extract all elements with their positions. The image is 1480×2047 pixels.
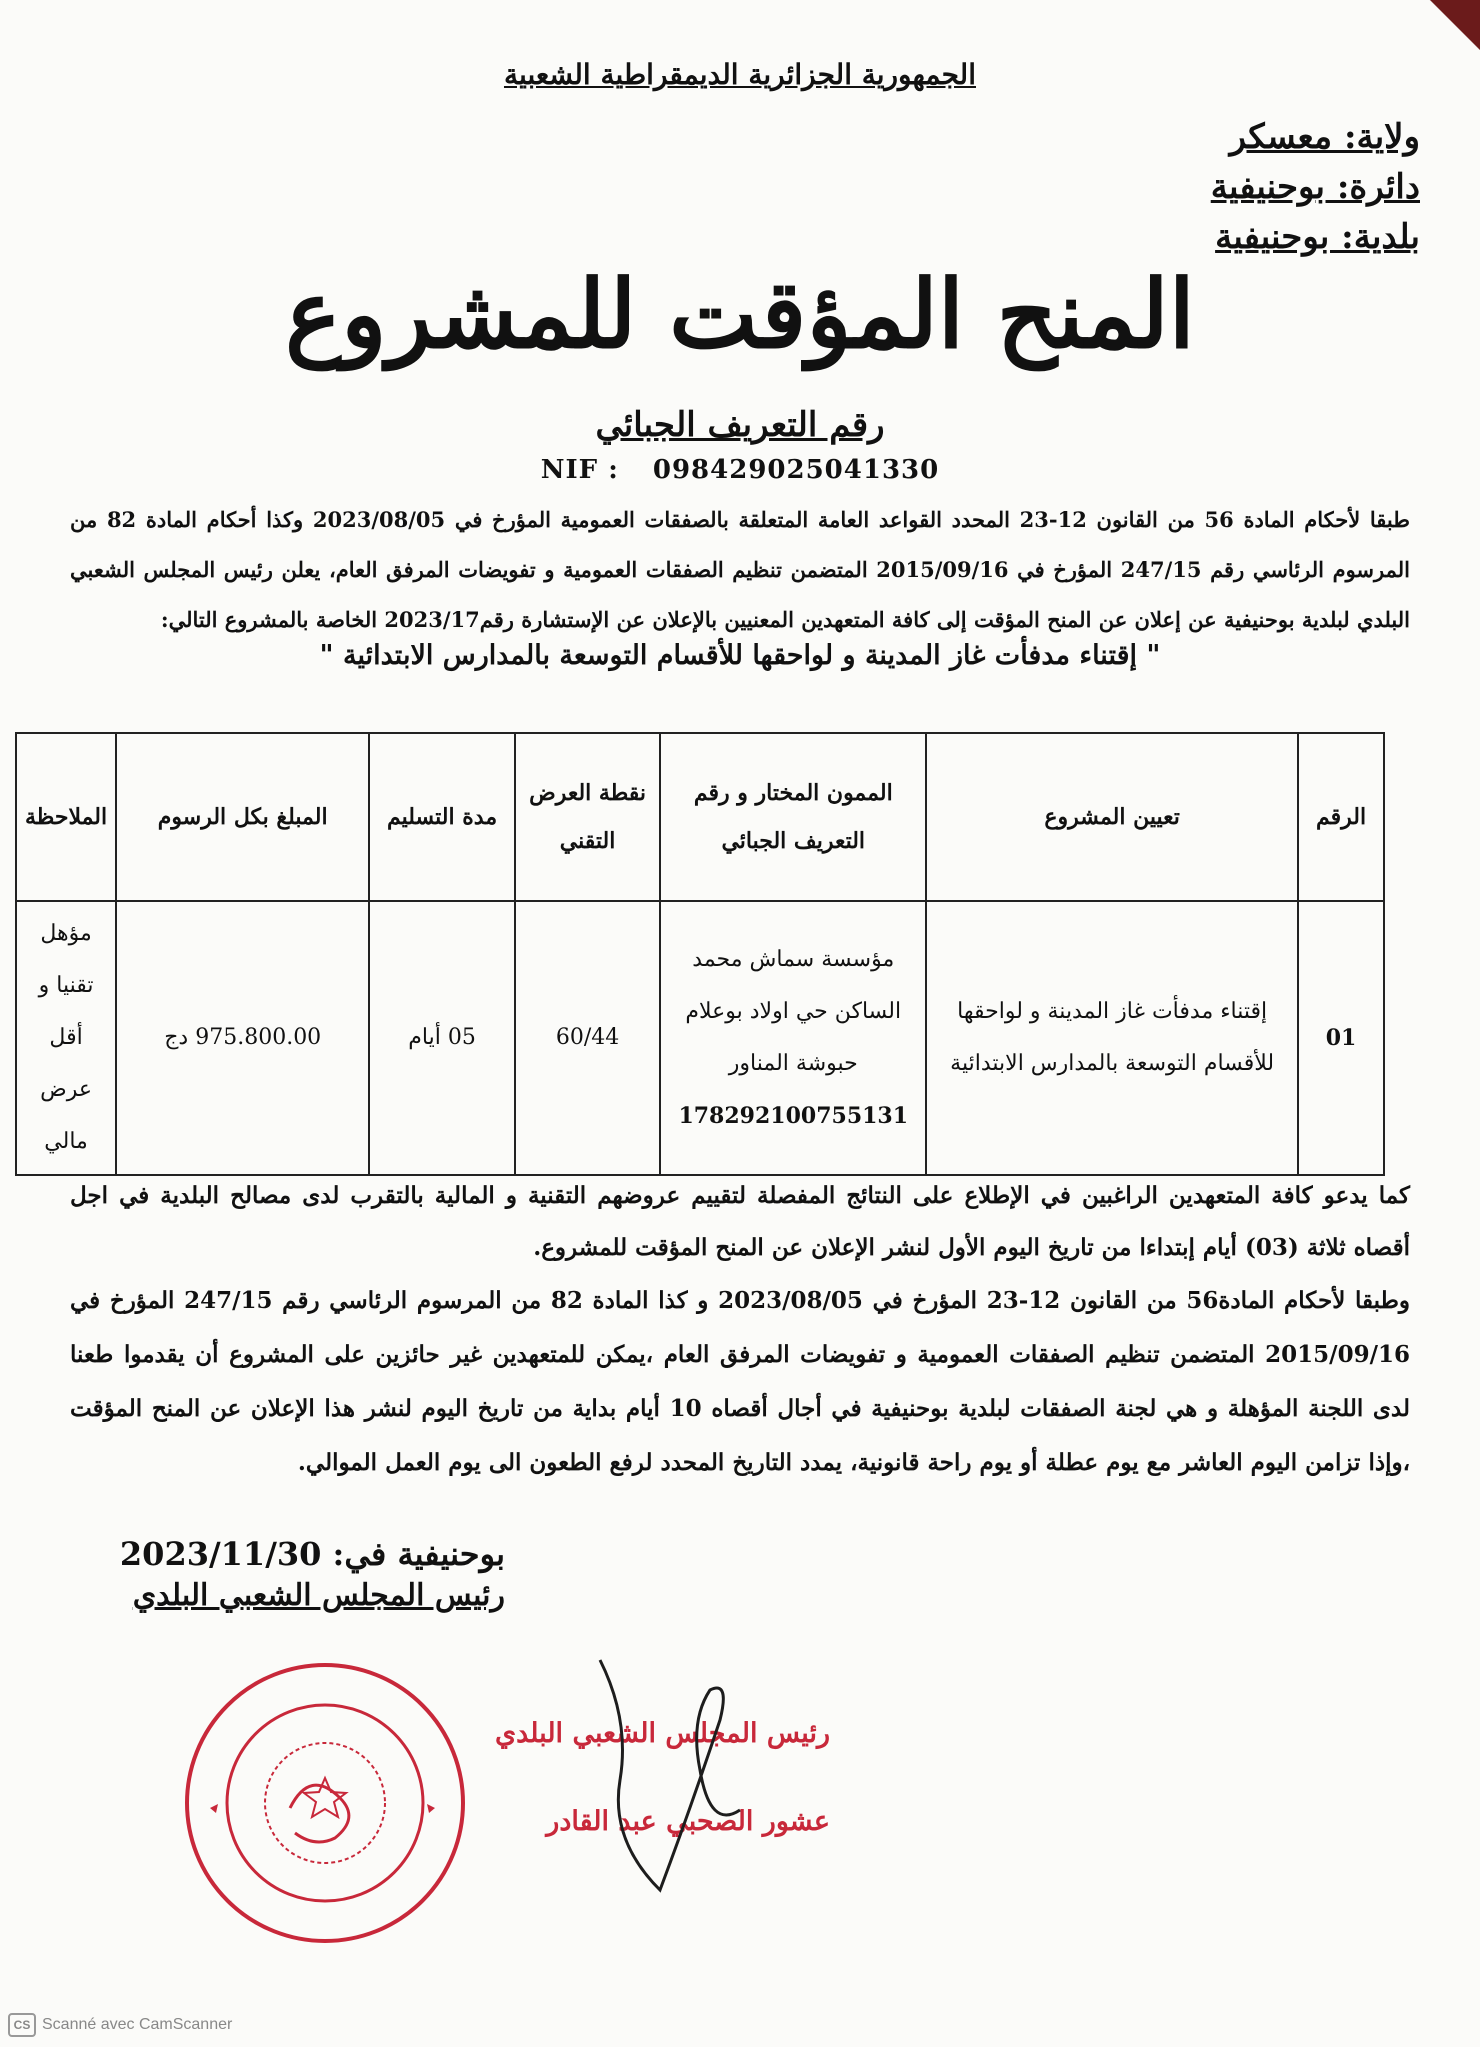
award-table	[15, 732, 1385, 1176]
nif-value: 098429025041330	[652, 455, 940, 485]
appeal-paragraph: وطبقا لأحكام المادة56 من القانون 12-23 المؤرخ في 2023/08/05 و كذا المادة 82 من المرسوم الرئاسي رقم 247/15 المؤرخ في 2015/09/16 المتضمن تنظيم الصفقات العمومية و تفويضات المرفق العام ،يمكن للمتعهدين غير حائزين على المشروع أن يقدموا طعنا لدى اللجنة المؤهلة و هي لجنة الصفقات لبلدية بوحنيفية في أجال أقصاه 10 أيام بداية من تاريخ اليوم لنشر هذا الإعلان عن المنح المؤقت ،وإذا تزامن اليوم العاشر مع يوم عطلة أو يوم راحة قانونية، يمدد التاريخ المحدد لرفع الطعون الى يوم العمل الموالي.	[70, 1287, 1411, 1476]
consultation-paragraph: كما يدعو كافة المتعهدين الراغبين في الإطلاع على النتائج المفصلة لتقييم عروضهم التقنية و المالية بالتقرب لدى مصالح البلدية في اجل أقصاه ثلاثة (03) أيام إبتداءا من تاريخ اليوم الأول لنشر الإعلان عن المنح المؤقت للمشروع.	[70, 1182, 1410, 1261]
project-title: " إقتناء مدفأت غاز المدينة و لواحقها للأقسام التوسعة بالمدارس الابتدائية "	[319, 640, 1161, 671]
administrative-block	[1060, 112, 1420, 262]
cell-tech-score: 60/44	[515, 901, 661, 1175]
table-row	[16, 901, 1384, 1175]
scanner-label: Scanné avec CamScanner	[42, 2016, 233, 2033]
header-num: الرقم	[1298, 733, 1384, 901]
header-duration: مدة التسليم	[369, 733, 515, 901]
header-tech-score: نقطة العرض التقني	[515, 733, 661, 901]
cell-supplier	[660, 901, 926, 1175]
scan-corner-mark	[1420, 0, 1480, 50]
official-seal-icon	[180, 1658, 470, 1948]
supplier-nif: 178292100755131	[678, 1103, 909, 1129]
nif-label: رقم التعريف الجبائي	[595, 405, 885, 445]
wilaya-line: ولاية: معسكر	[1229, 117, 1420, 157]
header-notes: الملاحظة	[16, 733, 116, 901]
camscanner-footer	[8, 2013, 232, 2037]
stamp-line-name: عشور الصحبي عبد القادر	[546, 1806, 830, 1837]
cell-amount: 975.800.00 دج	[116, 901, 369, 1175]
republic-heading: الجمهورية الجزائرية الديمقراطية الشعبية	[503, 58, 976, 91]
header-supplier: الممون المختار و رقم التعريف الجبائي	[660, 733, 926, 901]
cell-project: إقتناء مدفأت غاز المدينة و لواحقها للأقسام التوسعة بالمدارس الابتدائية	[926, 901, 1298, 1175]
stamp-line-title: رئيس المجلس الشعبي البلدي	[494, 1718, 830, 1749]
table-header-row	[16, 733, 1384, 901]
nif-row	[0, 455, 1480, 485]
intro-paragraph: طبقا لأحكام المادة 56 من القانون 12-23 المحدد القواعد العامة المتعلقة بالصفقات العمومية المؤرخ في 2023/08/05 وكذا أحكام المادة 82 من المرسوم الرئاسي رقم 247/15 المؤرخ في 2015/09/16 المتضمن تنظيم الصفقات العمومية و تفويضات المرفق العام، يعلن رئيس المجلس الشعبي البلدي لبلدية بوحنيفية عن إعلان عن المنح المؤقت إلى كافة المتعهدين المعنيين بالإعلان عن الإستشارة رقم2023/17 الخاصة بالمشروع التالي:	[70, 507, 1410, 632]
signatory-title: رئيس المجلس الشعبي البلدي	[132, 1578, 505, 1613]
cell-notes: مؤهل تقنيا و أقل عرض مالي	[16, 901, 116, 1175]
header-amount: المبلغ بكل الرسوم	[116, 733, 369, 901]
handwritten-signature-icon	[560, 1640, 780, 1920]
header-project: تعيين المشروع	[926, 733, 1298, 901]
nif-label-fr: NIF :	[540, 455, 619, 485]
baladia-line: بلدية: بوحنيفية	[1215, 217, 1420, 257]
supplier-name: مؤسسة سماش محمد الساكن حي اولاد بوعلام حبوشة المناور	[685, 947, 902, 1076]
cell-num: 01	[1298, 901, 1384, 1175]
document-title: المنح المؤقت للمشروع	[285, 260, 1195, 370]
place-date: بوحنيفية في: 2023/11/30	[119, 1535, 505, 1573]
camscanner-icon: CS	[8, 2013, 36, 2037]
daira-line: دائرة: بوحنيفية	[1210, 167, 1420, 207]
cell-duration: 05 أيام	[369, 901, 515, 1175]
